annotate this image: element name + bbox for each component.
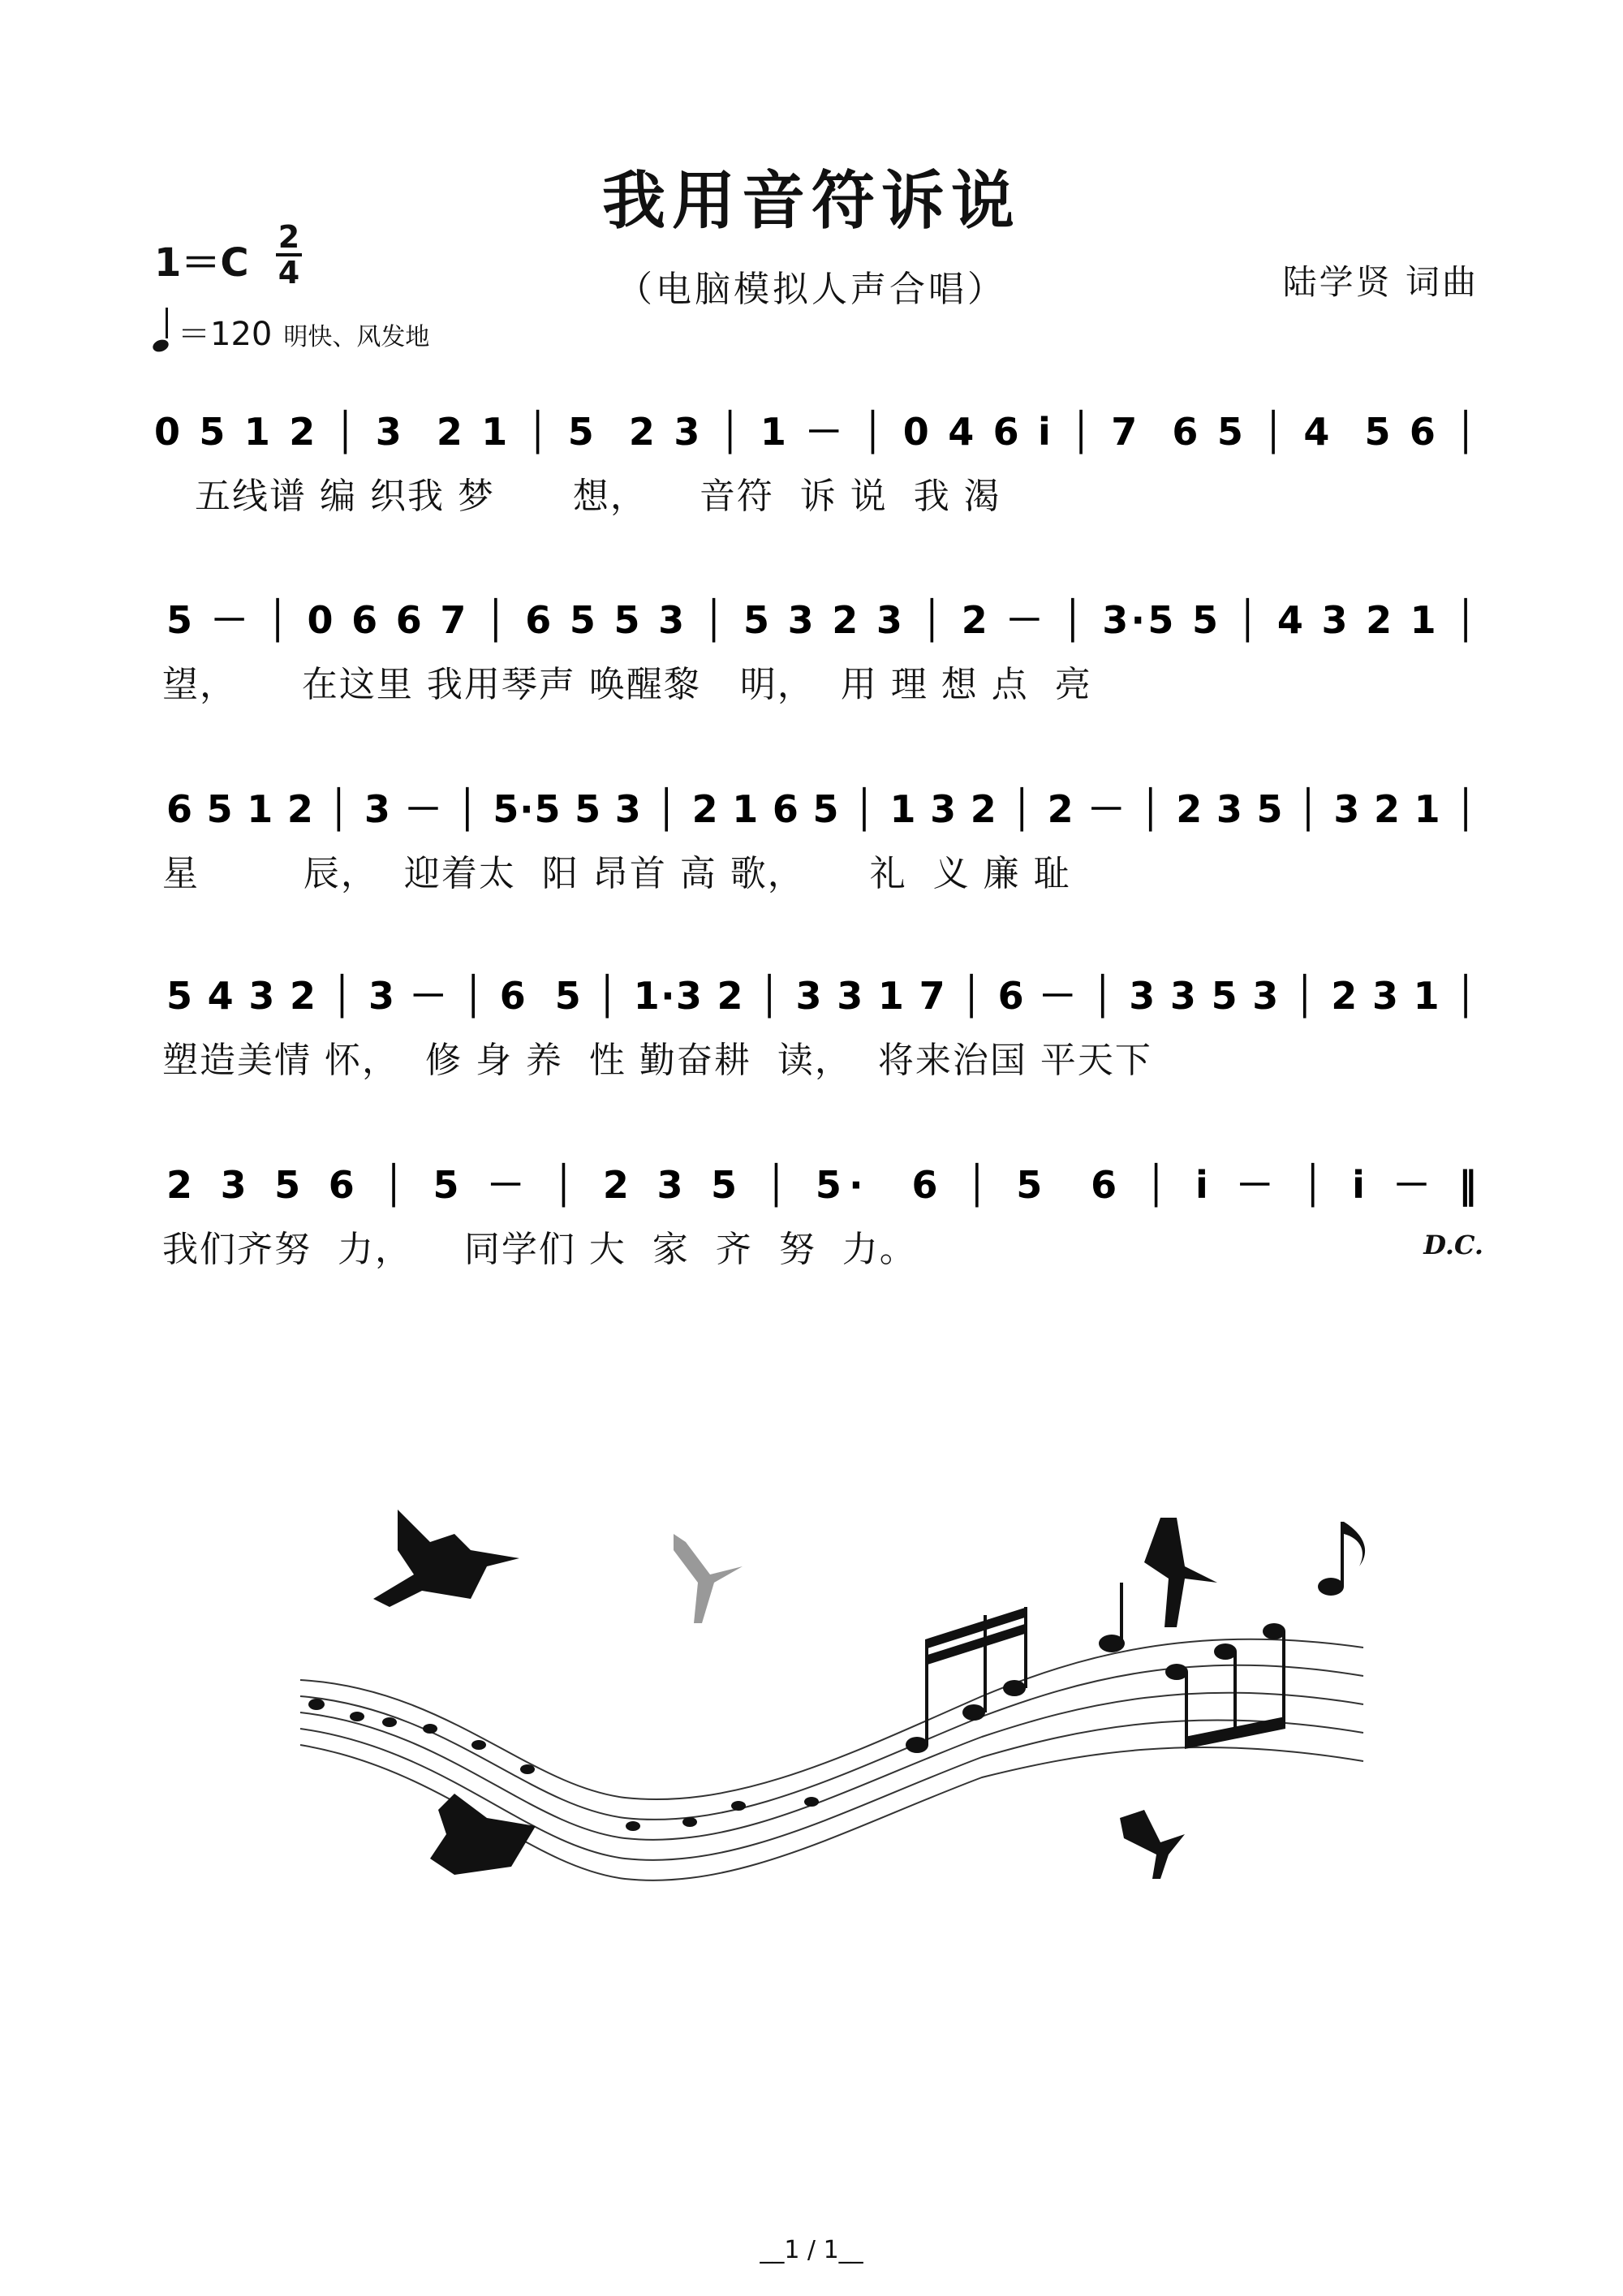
note-stem (166, 308, 168, 338)
score-system-4 (0, 962, 1623, 1124)
time-signature-bottom: 4 (278, 255, 300, 291)
lyrics-line: 望， 在这里 我用琴声 唤醒黎 明， 用 理 想 点 亮 (162, 664, 1092, 705)
lyrics-line: 五线谱 编 织我 梦 想， 音符 诉 说 我 渴 (195, 476, 1001, 517)
key-signature: 1＝C (154, 240, 249, 286)
subtitle: （电脑模拟人声合唱） (617, 269, 1006, 310)
dancer-silhouette-icon (373, 1510, 1217, 1879)
score-system-1 (0, 398, 1623, 560)
lyrics-line: 塑造美情 怀， 修 身 养 性 勤奋耕 读， 将来治国 平天下 (162, 1040, 1152, 1081)
score-system-5 (0, 1151, 1623, 1313)
expression-marking: 明快、风发地 (283, 323, 430, 351)
page-title: 我用音符诉说 (601, 164, 1021, 238)
quarter-note-icon (151, 338, 170, 354)
score-system-2 (0, 586, 1623, 748)
staff-dancers-illustration (284, 1485, 1420, 1907)
faded-dancer-icon (674, 1534, 743, 1623)
score-system-3 (0, 775, 1623, 937)
notation-text: 5 － │ 0 6 6 7 │ 6 5 5 3 │ 5 3 2 3 │ 2 － │ 3·5 5 │ 4 3 2 1 │ (166, 598, 1477, 642)
notation-text: 6 5 1 2 │ 3 － │ 5·5 5 3 │ 2 1 6 5 │ 1 3 2 │ 2 － │ 2 3 5 │ 3 2 1 │ (166, 787, 1477, 831)
page-number: __1 / 1__ (760, 2236, 863, 2264)
time-signature (273, 221, 305, 289)
notation-text: 0 5 1 2 │ 3 2 1 │ 5 2 3 │ 1 － │ 0 4 6 i │ 7 6 5 │ 4 5 6 │ (154, 410, 1477, 454)
lyrics-line: 我们齐努 力， 同学们 大 家 齐 努 力。 (162, 1229, 917, 1270)
lyrics-line: 星 辰， 迎着太 阳 昂首 高 歌， 礼 义 廉 耻 (162, 853, 1071, 894)
notation-text: 2 3 5 6 │ 5 － │ 2 3 5 │ 5· 6 │ 5 6 │ i － │ i － ‖ (166, 1163, 1477, 1207)
composer-credit: 陆学贤 词曲 (1282, 262, 1479, 302)
notation-text: 5 4 3 2 │ 3 － │ 6 5 │ 1·3 2 │ 3 3 1 7 │ 6 － │ 3 3 5 3 │ 2 3 1 │ (166, 974, 1477, 1018)
time-signature-top: 2 (278, 219, 300, 255)
tempo-value: ＝120 (178, 316, 273, 353)
da-capo-marking: D.C. (1423, 1230, 1483, 1260)
tempo-marking (153, 308, 429, 355)
